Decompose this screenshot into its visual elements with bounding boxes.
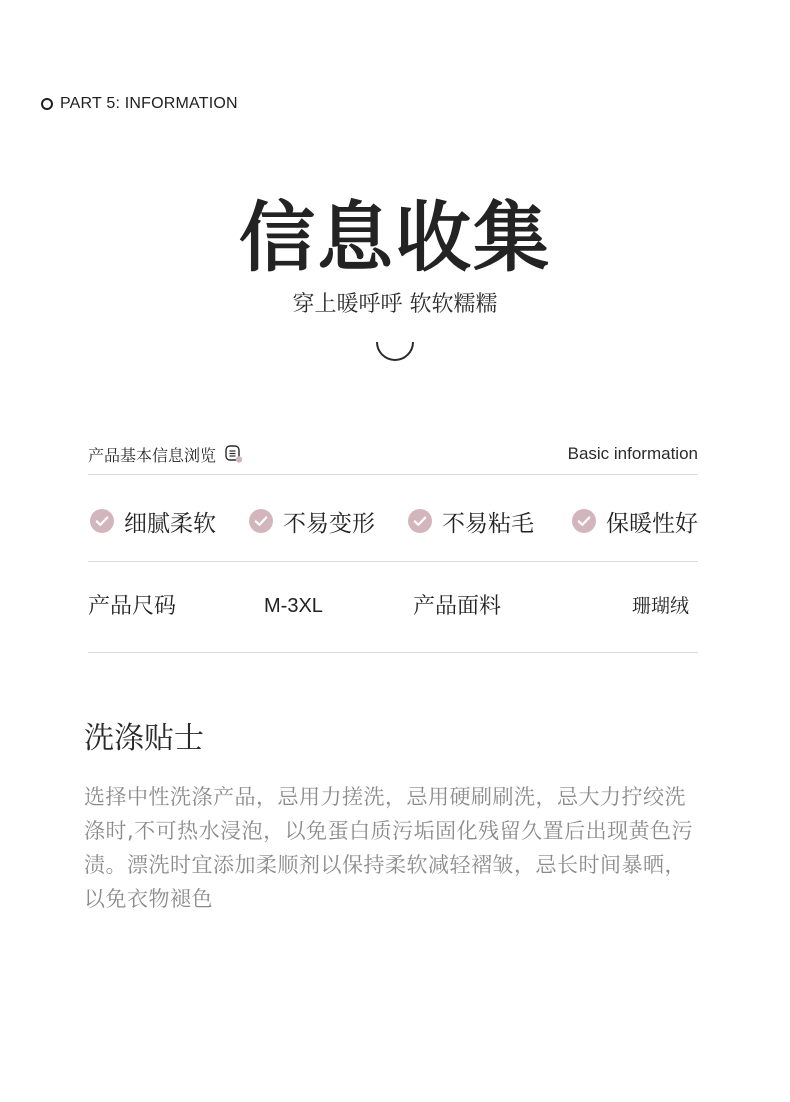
feature-label: 不易粘毛 (442, 510, 534, 537)
info-header (88, 441, 698, 467)
divider (88, 474, 698, 475)
check-circle-icon (249, 509, 273, 533)
page-title: 信息收集 (239, 193, 551, 282)
feature-label: 保暖性好 (606, 510, 698, 537)
size-label: 产品尺码 (88, 593, 177, 619)
feature-item (408, 500, 534, 542)
care-tips-title: 洗涤贴士 (84, 721, 204, 756)
feature-label: 细腻柔软 (124, 510, 216, 537)
circle-icon (41, 98, 53, 110)
info-header-english: Basic information (567, 444, 698, 463)
check-circle-icon (90, 509, 114, 533)
info-header-title: 产品基本信息浏览 (88, 445, 217, 465)
fabric-value: 珊瑚绒 (632, 594, 690, 617)
care-tips-text: 选择中性洗涤产品，忌用力搓洗，忌用硬刷刷洗，忌大力拧绞洗涤时,不可热水浸泡，以免蛋白质污垢固化残留久置后出现黄色污渍。漂洗时宜添加柔顺剂以保持柔软减轻褶皱，忌长时间暴晒，以免衣物褪色 (84, 785, 694, 911)
check-circle-icon (572, 509, 596, 533)
part-label (41, 95, 238, 113)
check-circle-icon (408, 509, 432, 533)
info-header-left (88, 443, 244, 466)
part-label-text: PART 5: INFORMATION (60, 95, 238, 112)
arc-divider-icon (375, 339, 415, 361)
feature-item (572, 500, 698, 542)
feature-item (90, 500, 216, 542)
divider (88, 652, 698, 653)
feature-list (88, 500, 704, 542)
fabric-label: 产品面料 (413, 593, 502, 619)
page-subtitle: 穿上暖呼呼 软软糯糯 (292, 292, 498, 317)
feature-label: 不易变形 (283, 510, 375, 537)
divider (88, 561, 698, 562)
document-icon (224, 444, 244, 464)
size-value: M-3XL (264, 594, 323, 617)
feature-item (249, 500, 375, 542)
